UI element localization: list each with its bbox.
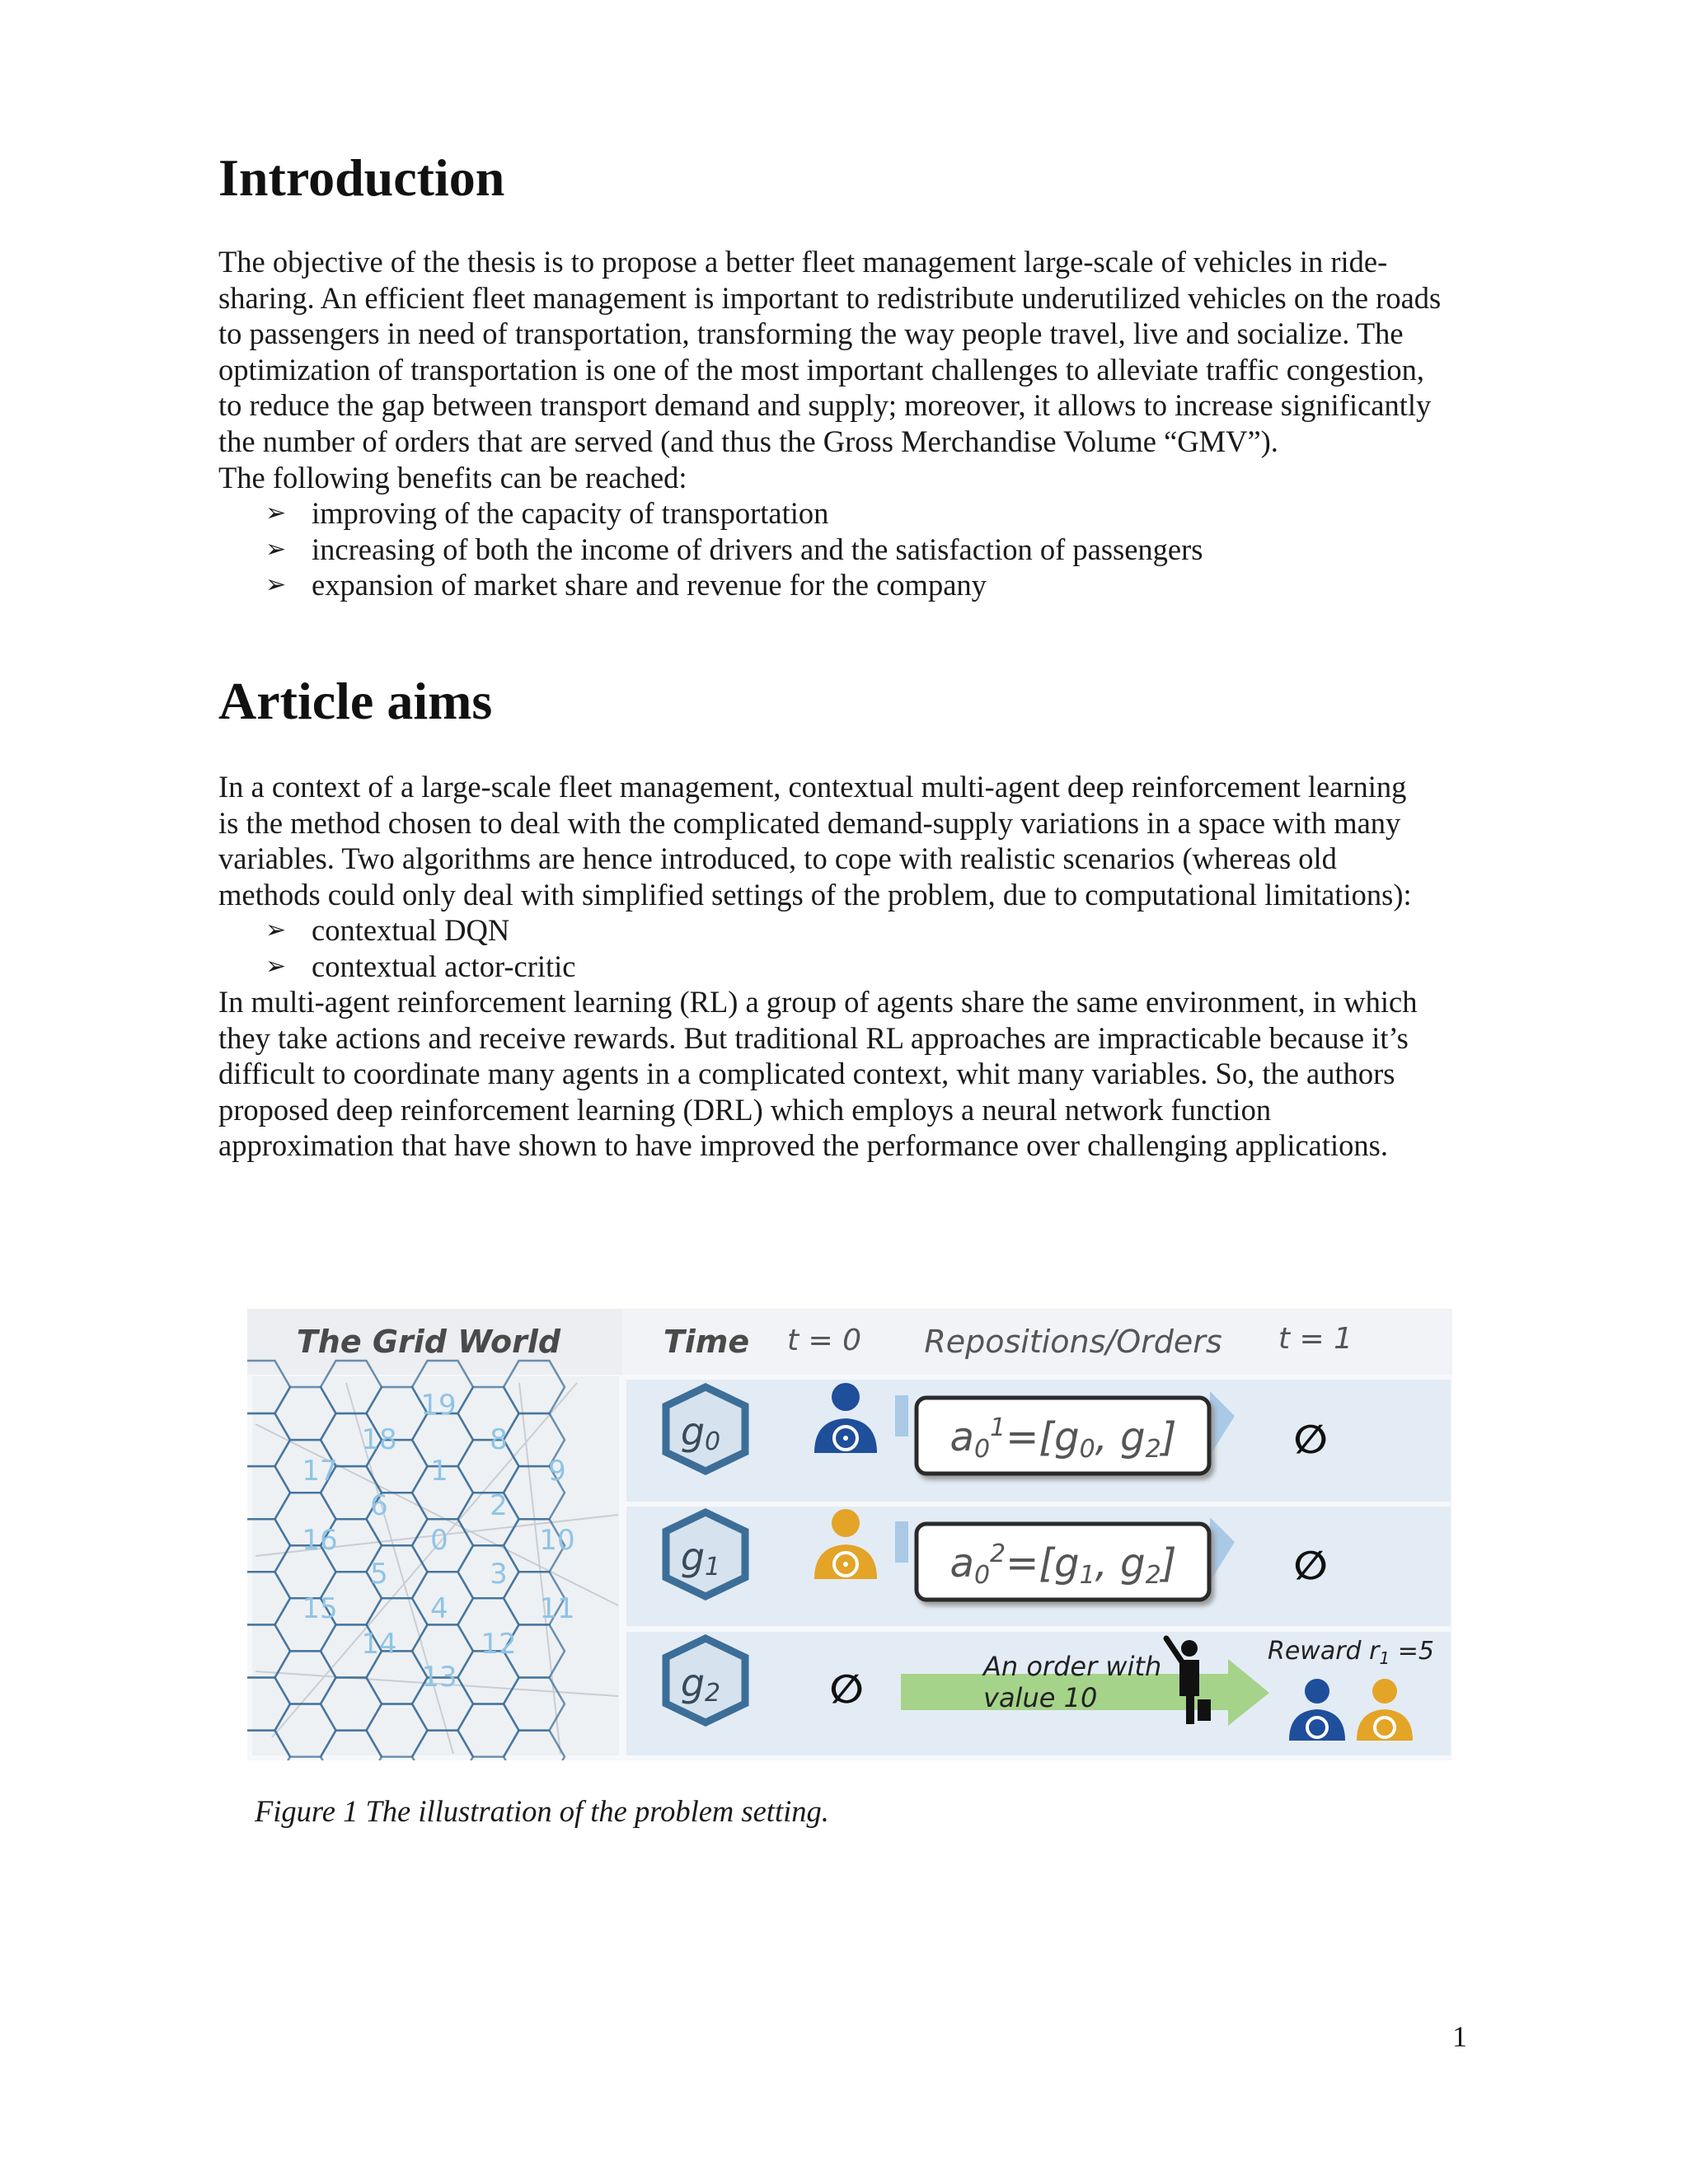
svg-text:g0: g0 bbox=[680, 1409, 721, 1456]
reward-label: Reward $r_1 =5$ bbox=[1268, 1637, 1434, 1668]
empty-set-icon: ∅ bbox=[1293, 1417, 1328, 1463]
algorithms-list bbox=[265, 912, 576, 984]
empty-set-icon: ∅ bbox=[829, 1666, 864, 1713]
grid-cell-number: 11 bbox=[539, 1592, 575, 1625]
list-item-text: increasing of both the income of drivers and the satisfaction of passengers bbox=[312, 532, 1203, 566]
paragraph-line: to reduce the gap between transport demand and supply; moreover, it allows to increase significantly bbox=[218, 388, 1432, 423]
grid-cell-number: 0 bbox=[430, 1524, 448, 1557]
aims-paragraph bbox=[218, 769, 1467, 912]
paragraph-line: sharing. An efficient fleet management is important to redistribute underutilized vehicles on the roads bbox=[218, 280, 1442, 315]
paragraph-line: is the method chosen to deal with the complicated demand-supply variations in a space with many bbox=[218, 805, 1401, 840]
order-label-line2: value 10 bbox=[983, 1682, 1098, 1713]
arrow-bullet-icon: ➢ bbox=[265, 499, 287, 527]
empty-set-icon: ∅ bbox=[1293, 1543, 1328, 1589]
paragraph-line: proposed deep reinforcement learning (DRL) which employs a neural network function bbox=[218, 1092, 1272, 1127]
action-box-1 bbox=[895, 1391, 1235, 1474]
arrow-bullet-icon: ➢ bbox=[265, 570, 287, 600]
arrow-bullet-icon: ➢ bbox=[265, 951, 287, 981]
article-aims-heading: Article aims bbox=[218, 672, 493, 730]
list-item bbox=[265, 495, 1203, 532]
list-item-text: contextual DQN bbox=[312, 913, 510, 947]
page-number: 1 bbox=[1452, 2020, 1467, 2053]
grid-cell-number: 4 bbox=[430, 1592, 448, 1625]
paragraph-line: optimization of transportation is one of the most important challenges to alleviate traffic congestion, bbox=[218, 352, 1424, 387]
list-item bbox=[265, 567, 1203, 603]
paragraph-line: they take actions and receive rewards. But traditional RL approaches are impracticable because it’s bbox=[218, 1020, 1409, 1055]
t1-header: t = 1 bbox=[1278, 1322, 1353, 1356]
figure-caption: Figure 1 The illustration of the problem setting. bbox=[255, 1794, 829, 1828]
rl-paragraph bbox=[218, 984, 1467, 1164]
paragraph-line: to passengers in need of transportation, transforming the way people travel, live and socialize. The bbox=[218, 316, 1404, 351]
list-item bbox=[265, 912, 576, 949]
grid-cell-number: 18 bbox=[361, 1423, 397, 1456]
list-item-text: expansion of market share and revenue for the company bbox=[312, 568, 987, 602]
grid-cell-number: 2 bbox=[490, 1489, 508, 1522]
action-box-2 bbox=[895, 1517, 1235, 1600]
grid-cell-number: 13 bbox=[421, 1661, 457, 1694]
time-hexagon-g0 bbox=[666, 1387, 745, 1471]
arrow-bullet-icon: ➢ bbox=[265, 534, 287, 564]
grid-cell-number: 5 bbox=[370, 1558, 388, 1591]
svg-text:a01=[g0, g2]: $a0^1=[g0$, g2] bbox=[950, 1413, 1177, 1464]
time-hexagon-g2 bbox=[666, 1638, 745, 1722]
grid-cell-number: 8 bbox=[490, 1423, 508, 1456]
grid-cell-number: 12 bbox=[481, 1628, 517, 1661]
grid-world-header: The Grid World bbox=[296, 1324, 561, 1360]
paragraph-line: methods could only deal with simplified settings of the problem, due to computational limitations): bbox=[218, 877, 1412, 912]
benefits-list bbox=[265, 495, 1203, 603]
t0-header: t = 0 bbox=[786, 1324, 862, 1357]
grid-cell-number: 14 bbox=[361, 1628, 397, 1661]
introduction-paragraph bbox=[218, 244, 1467, 495]
grid-cell-number: 15 bbox=[302, 1592, 338, 1625]
paragraph-line: the number of orders that are served (and thus the Gross Merchandise Volume “GMV”). bbox=[218, 424, 1278, 458]
list-item bbox=[265, 949, 576, 985]
grid-cell-number: 16 bbox=[302, 1524, 338, 1557]
grid-cell-number: 10 bbox=[539, 1524, 575, 1557]
paragraph-line: variables. Two algorithms are hence introduced, to cope with realistic scenarios (whereas old bbox=[218, 841, 1337, 876]
grid-cell-number: 3 bbox=[490, 1558, 508, 1591]
list-item-text: improving of the capacity of transportation bbox=[312, 496, 829, 530]
grid-cell-number: 9 bbox=[548, 1455, 566, 1488]
repositions-header: Repositions/Orders bbox=[924, 1324, 1222, 1360]
svg-text:a02=[g1, g2]: $a0^2=[g1$, g2] bbox=[950, 1540, 1177, 1590]
introduction-heading: Introduction bbox=[218, 148, 505, 207]
svg-text:g1: g1 bbox=[680, 1535, 721, 1582]
paragraph-line: In a context of a large-scale fleet management, contextual multi-agent deep reinforcement learning bbox=[218, 770, 1407, 804]
grid-cell-number: 17 bbox=[302, 1455, 338, 1488]
paragraph-line: difficult to coordinate many agents in a complicated context, whit many variables. So, the authors bbox=[218, 1057, 1395, 1091]
benefits-lead: The following benefits can be reached: bbox=[218, 460, 687, 494]
arrow-bullet-icon: ➢ bbox=[265, 916, 287, 944]
grid-cell-number: 1 bbox=[430, 1455, 448, 1488]
grid-cell-number: 6 bbox=[370, 1489, 388, 1522]
paragraph-line: In multi-agent reinforcement learning (RL) a group of agents share the same environment, in which bbox=[218, 985, 1418, 1019]
order-label-line1: An order with bbox=[983, 1651, 1162, 1682]
time-header: Time bbox=[663, 1324, 750, 1360]
problem-setting-figure bbox=[247, 1309, 1452, 1760]
time-hexagon-g1 bbox=[666, 1512, 745, 1596]
list-item-text: contextual actor-critic bbox=[312, 949, 576, 983]
paragraph-line: approximation that have shown to have improved the performance over challenging applications. bbox=[218, 1128, 1388, 1163]
paragraph-line: The objective of the thesis is to propose a better fleet management large-scale of vehicles in ride- bbox=[218, 245, 1388, 279]
svg-text:g2: g2 bbox=[680, 1661, 721, 1708]
grid-cell-number: 19 bbox=[420, 1389, 457, 1422]
list-item bbox=[265, 532, 1203, 568]
